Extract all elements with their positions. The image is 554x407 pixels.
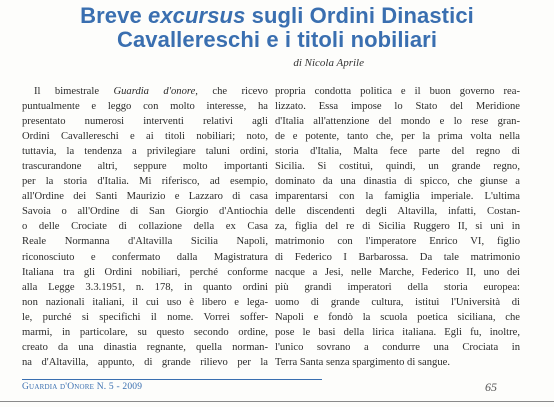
text-line: presentato numerosi interventi relativi agli	[22, 116, 268, 128]
text-line: uomo di grande cultura, istituì l'Università di	[275, 296, 520, 308]
text-line: Reale Normanna d'Altavilla Sicilia Napoli,	[22, 236, 268, 248]
text-fragment: Il bimestrale	[34, 86, 114, 97]
title-line-1-post: sugli Ordini Dinastici	[245, 3, 474, 28]
text-line: nacque a Jesi, nelle Marche, Federico II, uno dei	[275, 266, 520, 278]
page-number: 65	[485, 380, 497, 394]
text-line: storia d'Italia, Malta fece parte del regno di	[275, 146, 520, 158]
text-line: za, figlia del re di Sicilia Ruggero II, si unì in	[275, 221, 520, 233]
text-line: Italiana tra gli Ordini nobiliari, perché conforme	[22, 266, 268, 278]
text-line: Ordini Cavallereschi e ai titoli nobiliari; noto,	[22, 131, 268, 143]
text-line: Napoli e fondò la scuola poetica siciliana, che	[275, 311, 520, 323]
text-line: matrimonio con l'imperatore Enrico VI, figlio	[275, 236, 520, 248]
page-edge-line	[0, 401, 554, 402]
text-line: più grandi imperatori della storia europea:	[275, 281, 520, 293]
text-line: marmi, in particolare, su questo secondo ordine,	[22, 326, 268, 338]
magazine-footer	[22, 382, 142, 392]
text-line: imparentarsi con la famiglia imperiale. L'ultima	[275, 191, 520, 203]
text-line: na d'Altavilla, appunto, di grande rilievo per la	[22, 356, 268, 368]
text-line: o delle Crociate di collazione della ex Casa	[22, 221, 268, 233]
text-line: Terra Santa senza spargimento di sangue.	[275, 356, 450, 368]
title-line-1	[0, 4, 554, 28]
text-line	[22, 84, 268, 99]
text-line: le, purché si specifichi il nome. Vorrei soffer-	[22, 311, 268, 323]
magazine-name-italic: Guardia d'onore	[113, 86, 196, 97]
text-line: dominato da una dinastia di spicco, che giunse a	[275, 176, 520, 188]
text-line: Sicilia. Si costituì, quindi, un grande regno,	[275, 161, 520, 173]
text-line: per la storia d'Italia. Mi riferisco, ad esempio,	[22, 176, 268, 188]
text-fragment: , che ricevo	[195, 86, 268, 97]
text-line: puntualmente e leggo con molto interesse, ha	[22, 101, 268, 113]
text-column-left	[22, 84, 268, 370]
text-line: di Federico I Barbarossa. Da tale matrimonio	[275, 251, 520, 263]
text-line: lizzato. Essa impose lo Stato del Meridione	[275, 101, 520, 113]
title-line-1-emphasis: excursus	[148, 3, 246, 28]
text-line: alla Legge 3.3.1951, n. 178, in quanto ordini	[22, 281, 268, 293]
text-line: de e potente, tanto che, per la prima volta nella	[275, 131, 520, 143]
title-line-2: Cavallereschi e i titoli nobiliari	[116, 27, 438, 52]
text-line: delle discendenti degli Altavilla, infatti, Costan-	[275, 206, 520, 218]
text-line: l'unico sovrano a condurre una Crociata in	[275, 341, 520, 353]
text-line: riconosciuto e confermato dalla Magistratura	[22, 251, 268, 263]
text-column-right	[275, 84, 520, 370]
text-line: pose le basi della lirica italiana. Egli fu, inoltre,	[275, 326, 520, 338]
text-line: creato da una dinastia regnante, quella norman-	[22, 341, 268, 353]
text-line: trascurandone altri, seppure molto importanti	[22, 161, 268, 173]
text-line: tuttavia, la tendenza a privilegiare taluni ordini,	[22, 146, 268, 158]
text-line: non nazionali italiani, il cui uso è libero e lega-	[22, 296, 268, 308]
article-title	[0, 4, 554, 52]
text-line: propria condotta politica e il buon governo rea-	[275, 86, 520, 97]
magazine-issue: Guardia d'Onore N. 5 - 2009	[22, 382, 143, 392]
footer-rule	[22, 379, 322, 380]
title-line-1-pre: Breve	[80, 3, 148, 28]
author-byline: di Nicola Aprile	[293, 57, 364, 69]
text-line: d'Italia all'attenzione del mondo e lo rese gran-	[275, 116, 520, 128]
text-line: Savoia o all'Ordine di San Giorgio d'Antiochia	[22, 206, 268, 218]
text-line: all'Ordine dei Santi Maurizio e Lazzaro di casa	[22, 191, 268, 203]
